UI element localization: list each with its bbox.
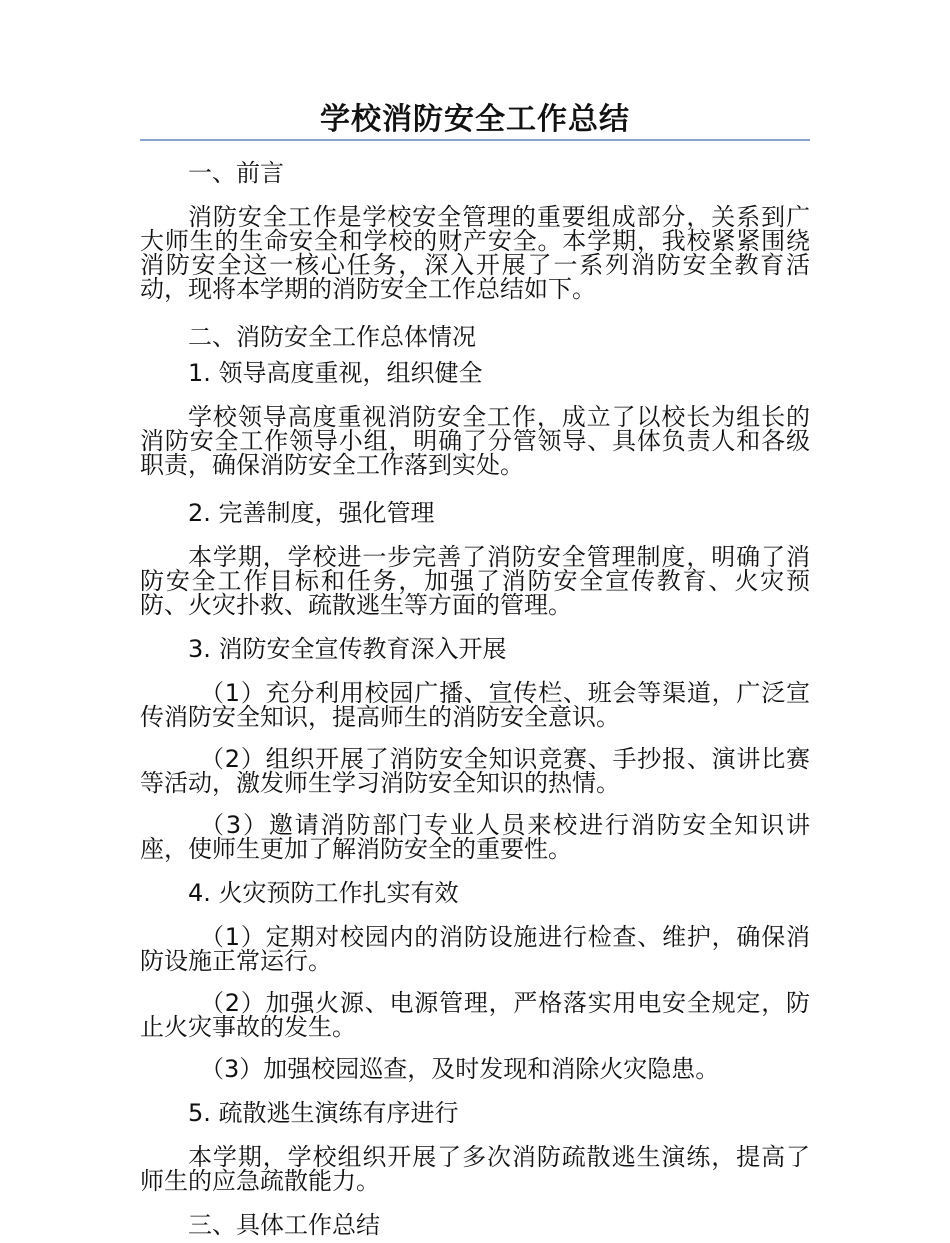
subheading-evacuation: 5. 疏散逃生演练有序进行	[188, 1099, 459, 1127]
section-heading-summary: 三、具体工作总结	[188, 1211, 380, 1239]
list-item-education-2: （2）组织开展了消防安全知识竞赛、手抄报、演讲比赛等活动，激发师生学习消防安全知识的热情。	[140, 745, 810, 797]
list-item-education-3: （3）邀请消防部门专业人员来校进行消防安全知识讲座，使师生更加了解消防安全的重要性。	[140, 811, 810, 863]
document-body	[140, 155, 810, 1243]
list-item-prevention-1: （1）定期对校园内的消防设施进行检查、维护，确保消防设施正常运行。	[140, 923, 810, 975]
list-item-education-1: （1）充分利用校园广播、宣传栏、班会等渠道，广泛宣传消防安全知识，提高师生的消防安全意识。	[140, 679, 810, 731]
paragraph-leadership: 学校领导高度重视消防安全工作，成立了以校长为组长的消防安全工作领导小组，明确了分管领导、具体负责人和各级职责，确保消防安全工作落到实处。	[140, 403, 810, 479]
paragraph-evacuation: 本学期，学校组织开展了多次消防疏散逃生演练，提高了师生的应急疏散能力。	[140, 1143, 810, 1195]
title-underline	[140, 139, 810, 141]
section-heading-overview: 二、消防安全工作总体情况	[188, 323, 476, 351]
document-title: 学校消防安全工作总结	[320, 102, 630, 137]
section-heading-preface: 一、前言	[188, 159, 284, 187]
list-item-prevention-2: （2）加强火源、电源管理，严格落实用电安全规定，防止火灾事故的发生。	[140, 989, 810, 1041]
subheading-system: 2. 完善制度，强化管理	[188, 499, 435, 527]
list-item-prevention-3: （3）加强校园巡查，及时发现和消除火灾隐患。	[200, 1055, 720, 1083]
subheading-prevention: 4. 火灾预防工作扎实有效	[188, 879, 459, 907]
paragraph-preface: 消防安全工作是学校安全管理的重要组成部分，关系到广大师生的生命安全和学校的财产安全。本学期，我校紧紧围绕消防安全这一核心任务，深入开展了一系列消防安全教育活动，现将本学期的消防安全工作总结如下。	[140, 203, 810, 303]
paragraph-system: 本学期，学校进一步完善了消防安全管理制度，明确了消防安全工作目标和任务，加强了消防安全宣传教育、火灾预防、火灾扑救、疏散逃生等方面的管理。	[140, 543, 810, 619]
subheading-leadership: 1. 领导高度重视，组织健全	[188, 359, 483, 387]
subheading-education: 3. 消防安全宣传教育深入开展	[188, 635, 507, 663]
